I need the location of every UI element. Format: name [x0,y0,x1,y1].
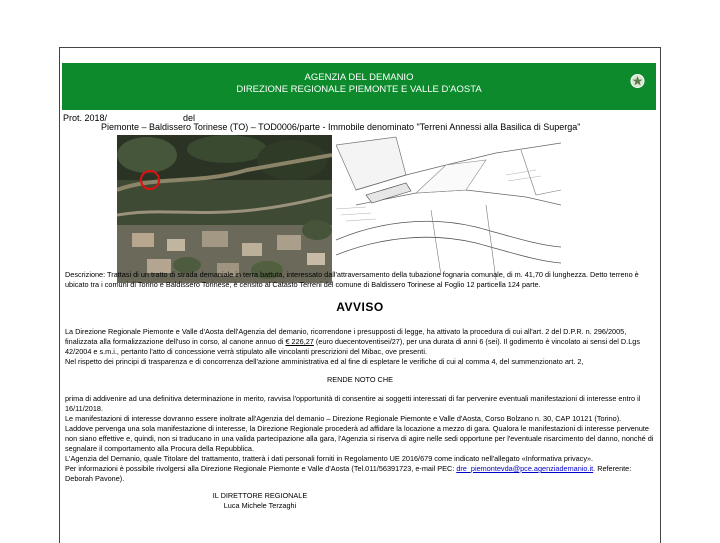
deadline-text: prima di addivenire ad una definitiva determinazione in merito, ravvisa l'opportunità di consentire ai soggetti interessati di far pervenire eventuali manifestazioni di interesse entro il 16/11/2018. [65,394,641,413]
submission-address-text: Le manifestazioni di interesse dovranno essere inoltrate all'Agenzia del demanio – Direzione Regionale Piemonte e Valle d'Aosta, Corso Bolzano n. 30, CAP 10121 (Torino). [65,414,622,423]
signatory-role: IL DIRETTORE REGIONALE [212,491,308,500]
privacy-text: L'Agenzia del Demanio, quale Titolare del trattamento, tratterà i dati personali forniti in Regolamento UE 2016/679 come indicato nell'allegato «Informativa privacy». [65,454,594,463]
paragraph-1-before: La Direzione Regionale Piemonte e Valle d'Aosta dell'Agenzia del demanio, ricorrendone i presupposti di legge, ha attivato la procedura di cui all'art. 2 del D.P.R. n. 296/2005, finalizzata alla formalizzazione dell'uso in corso, al canone annuo di [65,327,627,346]
paragraph-1-line-2: Nel rispetto dei principi di trasparenza e di concorrenza dell'azione amministrativa ed al fine di espletare le verifiche di cui al comma 4, del summenzionato art. 2, [65,357,584,366]
procedure-text: Laddove pervenga una sola manifestazione di interesse, la Direzione Regionale procederà ad affidare la locazione a mezzo di gara. Qualora le manifestazioni di interesse pervenute non siano effettive e, quindi, non si traducano in una valida partecipazione alla gara, l'Agenzia si riserva di agire nelle sedi opportune per l'eventuale risarcimento del danno, nonché di segnalare il comportamento alla Procura della Repubblica. [65,424,654,453]
rende-noto-heading: RENDE NOTO CHE [327,375,393,384]
notice-title: AVVISO [336,300,384,314]
protocol-date-label: del [183,113,196,123]
header-line-1: AGENZIA DEL DEMANIO [304,72,414,83]
aerial-photo [117,135,332,283]
signature-block [60,491,460,511]
protocol-label: Prot. 2018/ [63,113,108,123]
republic-emblem-icon [630,73,645,89]
paragraph-1-after: (euro duecentoventisei/27), per una durata di anni 6 (sei). Il godimento è vincolato ai sensi del D.Lgs 42/2004 e s.m.i., pertanto l'atto di concessione verrà stipulato alle vincolanti prescrizioni del Mibac, ove presenti. [65,337,640,356]
pec-email-link[interactable]: dre_piemontevda@pce.agenziademanio.it [456,464,594,473]
cadastral-map [336,135,561,283]
property-subject: Piemonte – Baldissero Torinese (TO) – TOD0006/parte - Immobile denominato "Terreni Annessi alla Basilica di Superga" [101,122,581,132]
contact-text-before: Per informazioni è possibile rivolgersi alla Direzione Regionale Piemonte e Valle d'Aosta (Tel.011/56391723, e-mail PEC: [65,464,457,473]
contact-text-after: . Referente: Deborah Pavone). [65,464,632,483]
notice-paragraph-1 [65,327,655,367]
annual-fee-amount: € 226,27 [285,337,314,346]
notice-page [59,47,661,543]
notice-paragraph-2 [65,394,655,484]
signatory-name: Luca Michele Terzaghi [223,501,297,510]
header-line-2: DIREZIONE REGIONALE PIEMONTE E VALLE D'AOSTA [236,84,482,95]
header-banner [62,63,656,110]
description-text: Descrizione: Trattasi di un tratto di strada demaniale in terra battuta, interessato dall'attraversamento della tubazione fognaria comunale, di m. 41,70 di lunghezza. Detto terreno è ubicato tra i comuni di Torino e Baldissero Torinese, è censito al Catasto Terreni del comune di Baldissero Torinese al Foglio 12 particella 124 parte. [65,270,639,289]
